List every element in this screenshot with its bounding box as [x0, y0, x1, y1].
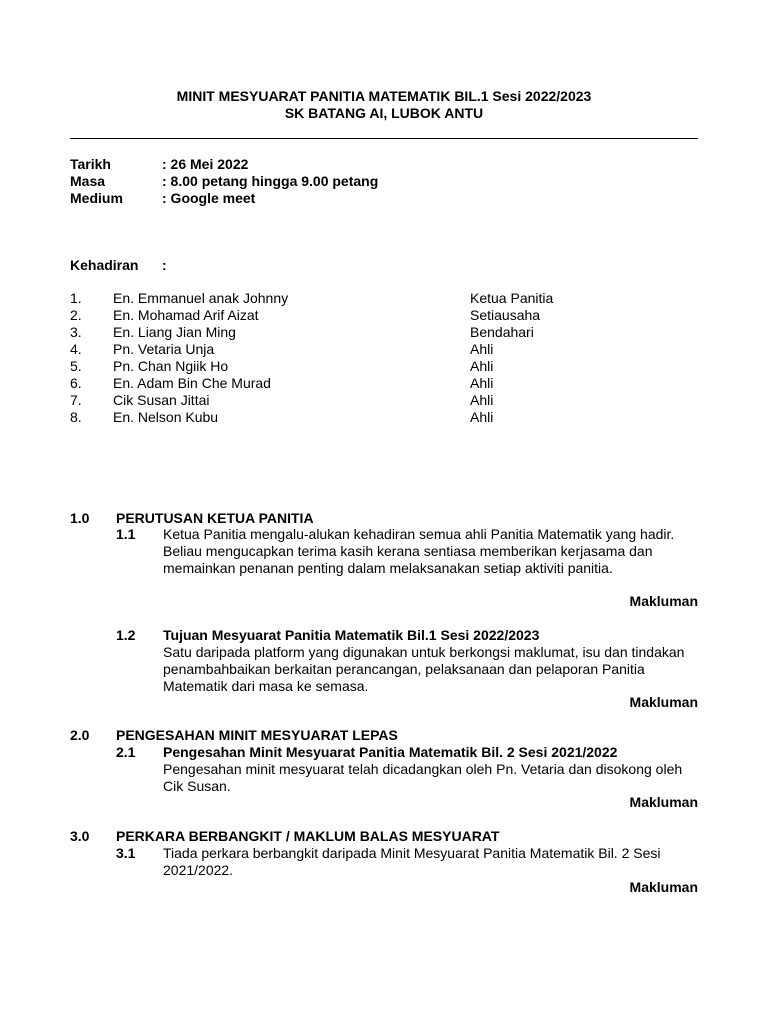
- member-number: 1.: [70, 290, 82, 306]
- item-note: Makluman: [629, 694, 698, 710]
- detail-label-date: Tarikh: [70, 156, 111, 172]
- member-name: En. Mohamad Arif Aizat: [113, 307, 259, 323]
- section-title: PENGESAHAN MINIT MESYUARAT LEPAS: [116, 727, 398, 743]
- item-heading: Pengesahan Minit Mesyuarat Panitia Matematik Bil. 2 Sesi 2021/2022: [163, 744, 618, 760]
- school-name: SK BATANG AI, LUBOK ANTU: [284, 105, 484, 121]
- item-text: Pengesahan minit mesyuarat telah dicadangkan oleh Pn. Vetaria dan disokong oleh Cik Susan.: [163, 761, 683, 794]
- member-name: En. Nelson Kubu: [113, 409, 219, 425]
- document-title: MINIT MESYUARAT PANITIA MATEMATIK BIL.1 Sesi 2022/2023: [176, 88, 592, 104]
- member-number: 8.: [70, 409, 82, 425]
- section-title: PERUTUSAN KETUA PANITIA: [116, 510, 314, 526]
- member-number: 2.: [70, 307, 82, 323]
- member-role: Ketua Panitia: [470, 290, 554, 306]
- section-number: 3.0: [70, 828, 90, 844]
- item-note: Makluman: [629, 593, 698, 609]
- item-number: 3.1: [116, 845, 136, 861]
- member-number: 3.: [70, 324, 82, 340]
- member-number: 6.: [70, 375, 82, 391]
- header-divider: [70, 138, 698, 139]
- detail-value-date: : 26 Mei 2022: [162, 156, 249, 172]
- section-number: 2.0: [70, 727, 90, 743]
- item-text: Ketua Panitia mengalu-alukan kehadiran semua ahli Panitia Matematik yang hadir. Beliau mengucapkan terima kasih kerana sentiasa memberikan kerjasama dan memainkan penanan penting dalam melaksanakan setiap aktiviti panitia.: [163, 526, 675, 576]
- item-text: Satu daripada platform yang digunakan untuk berkongsi maklumat, isu dan tindakan penambahbaikan berkaitan perancangan, pelaksanaan dan pelaporan Panitia Matematik dari masa ke semasa.: [163, 644, 685, 694]
- member-role: Ahli: [470, 409, 494, 425]
- detail-label-medium: Medium: [70, 190, 123, 206]
- attendance-label: Kehadiran: [70, 257, 139, 273]
- member-role: Ahli: [470, 392, 494, 408]
- member-number: 4.: [70, 341, 82, 357]
- member-role: Bendahari: [470, 324, 534, 340]
- member-role: Ahli: [470, 375, 494, 391]
- detail-value-time: : 8.00 petang hingga 9.00 petang: [162, 173, 379, 189]
- member-number: 5.: [70, 358, 82, 374]
- attendance-colon: :: [162, 257, 167, 273]
- detail-label-time: Masa: [70, 173, 106, 189]
- member-name: Cik Susan Jittai: [113, 392, 210, 408]
- item-number: 1.2: [116, 627, 136, 643]
- member-name: Pn. Vetaria Unja: [113, 341, 215, 357]
- member-role: Ahli: [470, 341, 494, 357]
- section-title: PERKARA BERBANGKIT / MAKLUM BALAS MESYUARAT: [116, 828, 500, 844]
- member-name: En. Emmanuel anak Johnny: [113, 290, 289, 306]
- item-note: Makluman: [629, 794, 698, 810]
- member-number: 7.: [70, 392, 82, 408]
- member-name: Pn. Chan Ngiik Ho: [113, 358, 229, 374]
- item-text: Tiada perkara berbangkit daripada Minit Mesyuarat Panitia Matematik Bil. 2 Sesi 2021/2022.: [163, 845, 661, 878]
- item-note: Makluman: [629, 879, 698, 895]
- item-heading: Tujuan Mesyuarat Panitia Matematik Bil.1 Sesi 2022/2023: [163, 627, 540, 643]
- detail-value-medium: : Google meet: [162, 190, 256, 206]
- item-number: 1.1: [116, 526, 136, 542]
- member-name: En. Adam Bin Che Murad: [113, 375, 271, 391]
- item-number: 2.1: [116, 744, 136, 760]
- member-role: Ahli: [470, 358, 494, 374]
- member-name: En. Liang Jian Ming: [113, 324, 236, 340]
- member-role: Setiausaha: [470, 307, 541, 323]
- section-number: 1.0: [70, 510, 90, 526]
